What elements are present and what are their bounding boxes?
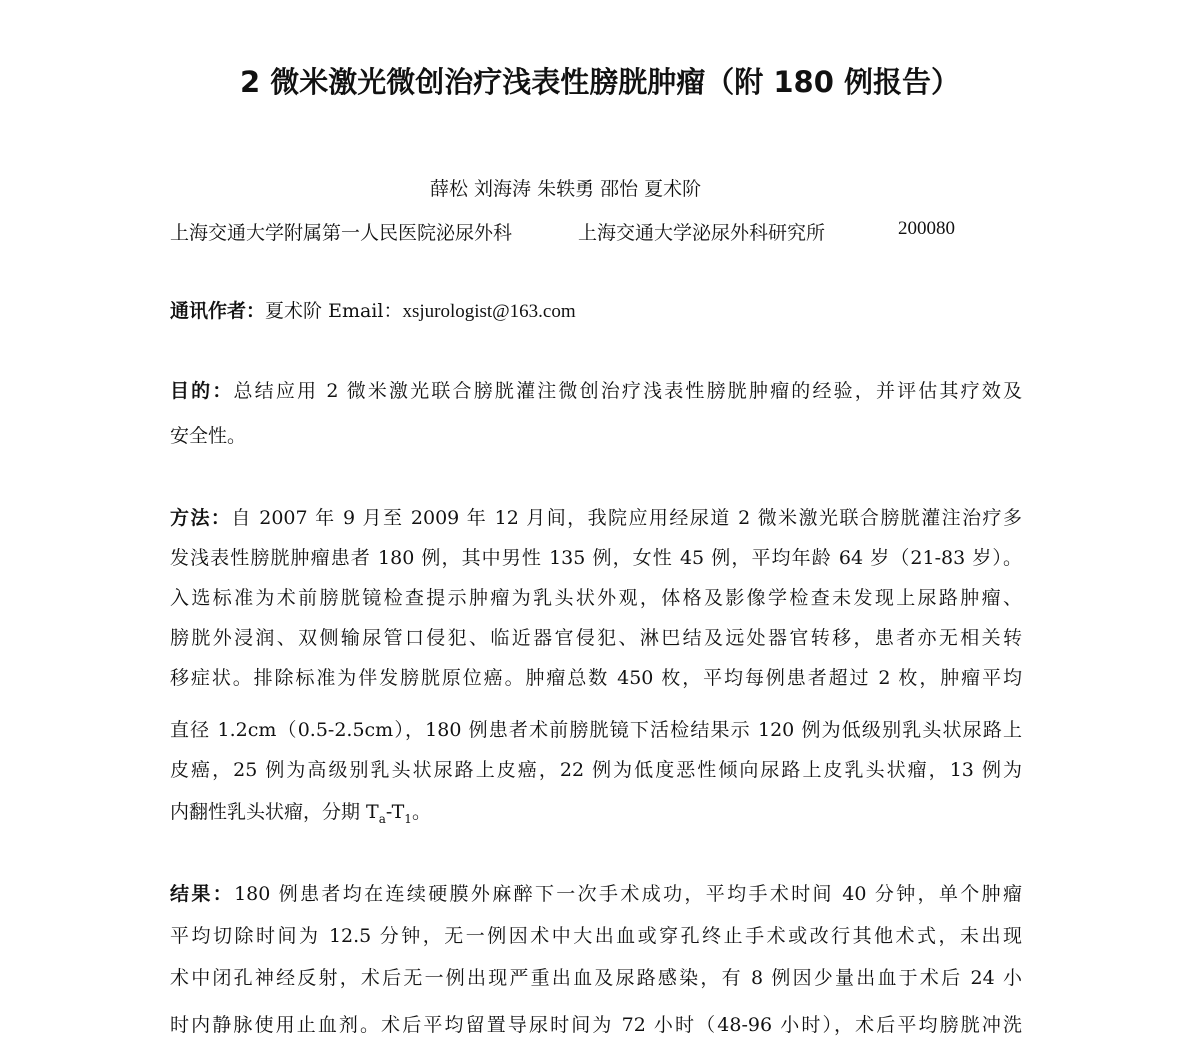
- objective-line: 安全性。: [170, 425, 247, 447]
- methods-text: 内翻性乳头状瘤，分期 T: [170, 801, 379, 823]
- methods-line: 入选标准为术前膀胱镜检查提示肿瘤为乳头状外观，体格及影像学检查未发现上尿路肿瘤、: [170, 587, 1022, 609]
- methods-line: 发浅表性膀胱肿瘤患者 180 例，其中男性 135 例，女性 45 例，平均年龄 64 岁（21-83 岁）。: [170, 547, 1022, 569]
- stage-subscript: a: [378, 811, 386, 826]
- stage-separator: -T: [385, 801, 405, 823]
- methods-line: 移症状。排除标准为伴发膀胱原位癌。肿瘤总数 450 枚，平均每例患者超过 2 枚，肿瘤平均: [170, 667, 1022, 689]
- results-line: 时内静脉使用止血剂。术后平均留置导尿时间为 72 小时（48-96 小时），术后平均膀胱冲洗: [170, 1014, 1022, 1036]
- methods-text: 自 2007 年 9 月至 2009 年 12 月间，我院应用经尿道 2 微米激光联合膀胱灌注治疗多: [231, 507, 1022, 529]
- methods-line: 膀胱外浸润、双侧输尿管口侵犯、临近器官侵犯、淋巴结及远处器官转移，患者亦无相关转: [170, 627, 1022, 649]
- results-line: 术中闭孔神经反射，术后无一例出现严重出血及尿路感染，有 8 例因少量出血于术后 24 小: [170, 967, 1022, 989]
- objective-text: 总结应用 2 微米激光联合膀胱灌注微创治疗浅表性膀胱肿瘤的经验，并评估其疗效及: [233, 380, 1022, 402]
- affiliation-institute: 上海交通大学泌尿外科研究所: [578, 222, 826, 244]
- affiliation-postcode: 200080: [898, 218, 955, 239]
- email-address: xsjurologist@163.com: [402, 301, 576, 322]
- methods-line: 皮癌，25 例为高级别乳头状尿路上皮癌，22 例为低度恶性倾向尿路上皮乳头状瘤，13 例为: [170, 759, 1022, 781]
- affiliation-hospital: 上海交通大学附属第一人民医院泌尿外科: [170, 222, 513, 244]
- contact-label: 通讯作者：: [170, 300, 266, 322]
- methods-line: [170, 506, 1022, 530]
- results-line: 平均切除时间为 12.5 分钟，无一例因术中大出血或穿孔终止手术或改行其他术式，未出现: [170, 925, 1022, 947]
- results-line: [170, 882, 1022, 906]
- results-text: 180 例患者均在连续硬膜外麻醉下一次手术成功，平均手术时间 40 分钟，单个肿瘤: [234, 883, 1022, 905]
- email-label: Email：: [328, 300, 403, 322]
- corresponding-author: [170, 299, 1022, 324]
- stage-subscript: 1: [404, 811, 412, 826]
- contact-name: 夏术阶: [265, 300, 323, 322]
- methods-label: 方法：: [170, 507, 232, 529]
- methods-line: [170, 800, 1022, 831]
- results-label: 结果：: [170, 883, 235, 905]
- paper-title: 2 微米激光微创治疗浅表性膀胱肿瘤（附 180 例报告）: [239, 65, 960, 99]
- methods-line: 直径 1.2cm（0.5-2.5cm），180 例患者术前膀胱镜下活检结果示 120 例为低级别乳头状尿路上: [170, 719, 1022, 741]
- authors: 薛松 刘海涛 朱轶勇 邵怡 夏术阶: [430, 178, 702, 200]
- objective-label: 目的：: [170, 380, 234, 402]
- methods-text: 。: [411, 801, 431, 823]
- objective-line: [170, 379, 1022, 403]
